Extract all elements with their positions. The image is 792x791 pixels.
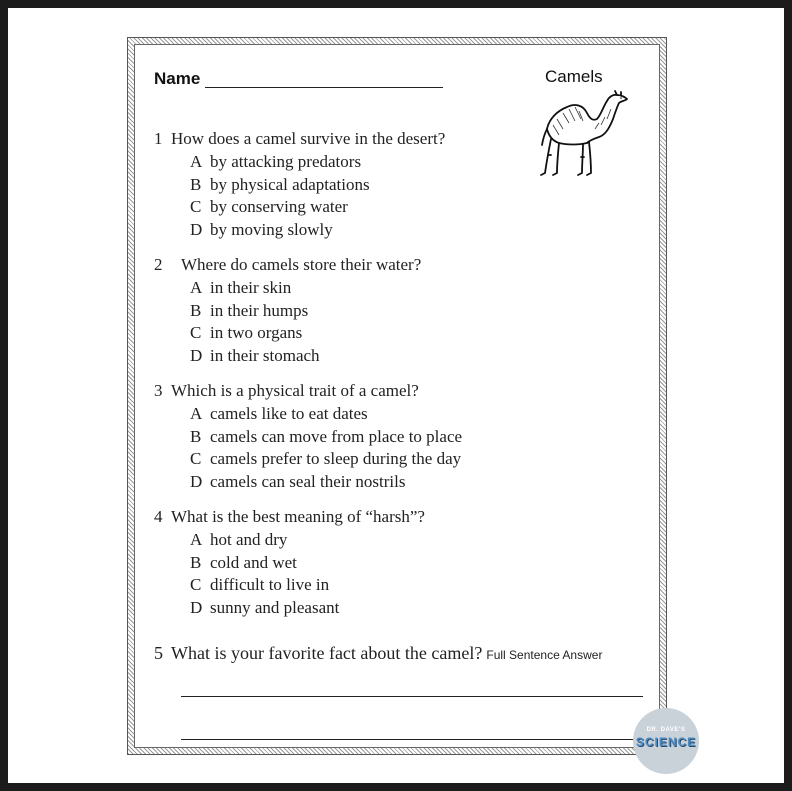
publisher-logo: [633, 708, 699, 774]
answer-option: A hot and dry: [190, 530, 288, 549]
question-label: What is the best meaning of “harsh”?: [171, 507, 425, 526]
question-3: [154, 381, 462, 494]
name-label: Name: [154, 69, 201, 88]
answer-option: D sunny and pleasant: [190, 598, 340, 618]
answer-option: B by physical adaptations: [190, 174, 370, 194]
question-number: 3: [154, 381, 163, 400]
answer-option: A by attacking predators: [190, 152, 362, 171]
question-number: 5: [154, 643, 163, 663]
answer-option: D camels can seal their nostrils: [190, 472, 406, 492]
answer-option: A camels like to eat dates: [190, 404, 368, 423]
answer-option: B camels can move from place to place: [190, 426, 463, 446]
question-5: [154, 643, 602, 664]
question-number: 1: [154, 129, 163, 148]
worksheet: [134, 44, 660, 748]
question-label: What is your favorite fact about the camel?: [171, 643, 483, 663]
worksheet-border: [127, 37, 667, 755]
logo-top-text: DR. DAVE'S: [646, 727, 686, 733]
question-text: [154, 255, 421, 275]
question-text: [154, 643, 602, 664]
answer-instruction: Full Sentence Answer: [486, 648, 603, 662]
answer-option: B in their humps: [190, 300, 309, 320]
answer-options: [190, 151, 445, 242]
question-text: [154, 129, 445, 149]
page: [8, 8, 784, 783]
answer-line: [181, 739, 643, 740]
question-label: How does a camel survive in the desert?: [171, 129, 446, 148]
logo-main-text: SCIENCE: [635, 735, 697, 749]
camel-icon: [533, 89, 629, 177]
question-number: 4: [154, 507, 163, 526]
answer-option: D in their stomach: [190, 346, 320, 366]
answer-option: C camels prefer to sleep during the day: [190, 449, 462, 469]
answer-option: B cold and wet: [190, 552, 297, 572]
answer-option: C in two organs: [190, 323, 303, 343]
worksheet-title: Camels: [545, 67, 603, 86]
question-2: [154, 255, 421, 368]
answer-line: [181, 696, 643, 697]
question-1: [154, 129, 445, 242]
answer-option: C by conserving water: [190, 197, 348, 217]
answer-options: [190, 277, 421, 368]
question-number: 2: [154, 255, 163, 274]
question-label: Which is a physical trait of a camel?: [171, 381, 419, 400]
answer-option: C difficult to live in: [190, 575, 330, 595]
answer-options: [190, 529, 425, 620]
name-blank-line: [205, 87, 443, 88]
question-label: Where do camels store their water?: [181, 255, 422, 274]
answer-option: A in their skin: [190, 278, 292, 297]
question-text: [154, 507, 425, 527]
question-4: [154, 507, 425, 620]
question-text: [154, 381, 462, 401]
answer-option: D by moving slowly: [190, 220, 333, 240]
answer-options: [190, 403, 462, 494]
